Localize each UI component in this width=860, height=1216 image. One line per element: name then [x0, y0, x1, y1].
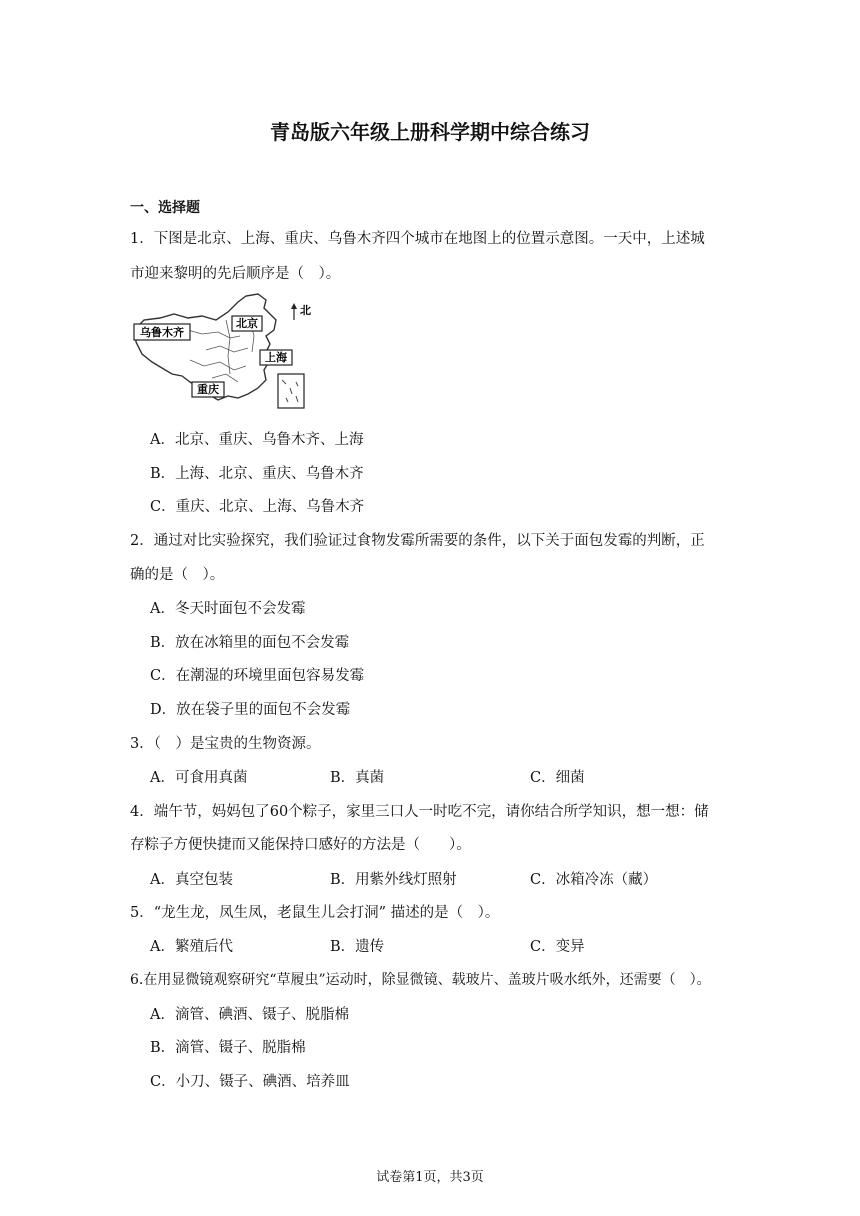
question-4-option-a: A．真空包装	[150, 872, 233, 888]
map-label-shanghai: 上海	[265, 351, 287, 364]
map-label-beijing: 北京	[236, 317, 258, 330]
question-4-option-c: C．冰箱冷冻（藏）	[530, 872, 658, 888]
question-6-option-c: C．小刀、镊子、碘酒、培养皿	[150, 1074, 350, 1090]
china-map-figure	[130, 290, 316, 414]
question-6-text: 6.在用显微镜观察研究“草履虫”运动时，除显微镜、载玻片、盖玻片吸水纸外，还需要（ ）。	[130, 972, 711, 988]
question-6-option-b: B．滴管、镊子、脱脂棉	[150, 1040, 306, 1056]
question-1-option-c: C．重庆、北京、上海、乌鲁木齐	[150, 499, 365, 515]
map-label-urumqi: 乌鲁木齐	[140, 326, 184, 339]
question-2-option-d: D．放在袋子里的面包不会发霉	[150, 702, 351, 718]
question-6-option-a: A．滴管、碘酒、镊子、脱脂棉	[150, 1007, 349, 1023]
map-label-north: 北	[300, 304, 311, 317]
question-5-option-b: B．遗传	[330, 939, 385, 955]
question-2-option-c: C．在潮湿的环境里面包容易发霉	[150, 668, 365, 684]
china-map-drawing	[130, 290, 316, 414]
question-4-option-b: B．用紫外线灯照射	[330, 872, 457, 888]
question-2-text-cont: 确的是（ ）。	[130, 567, 225, 583]
page-footer: 试卷第1页，共3页	[376, 1170, 484, 1185]
question-2-text: 2．通过对比实验探究，我们验证过食物发霉所需要的条件，以下关于面包发霉的判断，正	[130, 533, 705, 549]
question-1-text: 1．下图是北京、上海、重庆、乌鲁木齐四个城市在地图上的位置示意图。一天中，上述城	[130, 231, 705, 247]
question-1-option-b: B．上海、北京、重庆、乌鲁木齐	[150, 466, 364, 482]
question-2-option-b: B．放在冰箱里的面包不会发霉	[150, 635, 350, 651]
question-4-text: 4．端午节，妈妈包了60个粽子，家里三口人一时吃不完，请你结合所学知识，想一想：储	[130, 804, 709, 820]
section-heading: 一、选择题	[130, 200, 200, 216]
question-4-text-cont: 存粽子方便快捷而又能保持口感好的方法是（ ）。	[130, 837, 471, 853]
map-label-chongqing: 重庆	[197, 383, 219, 396]
question-5-option-c: C．变异	[530, 939, 585, 955]
question-2-option-a: A．冬天时面包不会发霉	[150, 601, 306, 617]
question-3-text: 3．（ ）是宝贵的生物资源。	[130, 736, 321, 752]
question-5-option-a: A．繁殖后代	[150, 939, 233, 955]
question-5-text: 5．“龙生龙，凤生凤，老鼠生儿会打洞” 描述的是（ ）。	[130, 905, 500, 921]
page-title: 青岛版六年级上册科学期中综合练习	[270, 120, 590, 144]
question-3-option-a: A．可食用真菌	[150, 770, 248, 786]
question-3-option-c: C．细菌	[530, 770, 585, 786]
question-1-option-a: A．北京、重庆、乌鲁木齐、上海	[150, 432, 364, 448]
question-1-text-cont: 市迎来黎明的先后顺序是（ ）。	[130, 266, 341, 282]
question-3-option-b: B．真菌	[330, 770, 385, 786]
